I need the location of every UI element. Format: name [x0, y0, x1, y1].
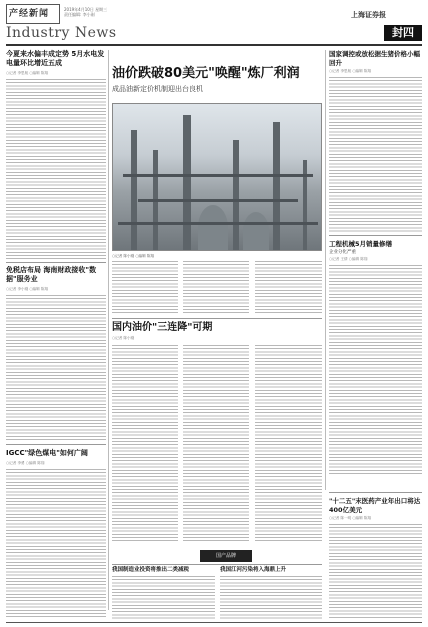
section-title-en: Industry News [6, 25, 117, 41]
byline-left-bottom: ○记者 李勇 ○编辑 陈翔 [6, 461, 45, 465]
body-center-col1 [112, 345, 178, 543]
issue-date: 2019年4月10日 星期三 [64, 7, 108, 12]
headline-bottom-left: 我国制造业投资将推出二类减税 [112, 567, 190, 573]
refinery-photo [112, 103, 322, 251]
photo-caption: ○记者 陈小刚 ○编辑 陈翔 [112, 254, 155, 258]
article-bottom-left [112, 567, 215, 620]
divider-bottom [112, 564, 322, 565]
headline-left-mid: 免税店布局 海南财政接收"数据"服务业 [6, 266, 97, 283]
divider-right-1 [329, 235, 422, 236]
article-left-mid [6, 266, 106, 440]
body-left-mid [6, 295, 106, 440]
article-left-bottom [6, 449, 106, 617]
body-bottom-left [112, 576, 215, 620]
byline-left-mid: ○记者 李小刚 ○编辑 陈翔 [6, 287, 49, 291]
body-right-bottom [329, 524, 422, 618]
body-right-mid [329, 265, 422, 475]
byline-right-top: ○记者 李思航 ○编辑 陈翔 [329, 69, 372, 73]
article-main [112, 66, 322, 94]
body-left-top [6, 79, 106, 261]
issue-meta [64, 7, 184, 17]
body-main-col2 [183, 261, 249, 313]
issue-editor: 责任编辑: 李小刚 [64, 12, 95, 17]
subhead-main: 成品油新定价机制迎出台良机 [112, 85, 203, 93]
masthead-rule [6, 44, 422, 46]
divider-left-2 [6, 444, 106, 445]
body-right-top [329, 77, 422, 232]
article-right-mid [329, 240, 422, 475]
column-divider-right [325, 50, 326, 490]
article-bottom-mid [220, 567, 322, 620]
headline-bottom-mid: 我国江河污染将入海鼎上升 [220, 567, 287, 573]
divider-right-2 [329, 492, 422, 493]
byline-right-bottom: ○记者 陈一明 ○编辑 陈翔 [329, 516, 372, 520]
subhead-right-mid: 企业分化严重 [329, 249, 356, 255]
headline-left-bottom: IGCC"绿色煤电"如何广阔 [6, 449, 88, 457]
byline-right-mid: ○记者 王倩 ○编辑 陈翔 [329, 256, 368, 261]
headline-right-top: 国家调控或放松据生猪价格小幅回升 [329, 50, 420, 67]
article-right-bottom [329, 497, 422, 618]
article-center-mid [112, 322, 322, 341]
headline-main: 油价跌破80美元"唤醒"炼厂利润 [112, 66, 300, 81]
body-center-col3 [255, 345, 322, 543]
byline-center-mid: ○记者 陈小刚 [112, 336, 135, 340]
page-label: 封四 [384, 25, 422, 41]
article-left-top [6, 50, 106, 261]
headline-left-top: 今夏来水偏丰成定势 5月水电发电量环比增近五成 [6, 50, 105, 67]
divider-left-1 [6, 262, 106, 263]
headline-right-bottom: "十二五"末医药产业年出口将达400亿美元 [329, 497, 421, 514]
page-foot-rule [6, 622, 422, 623]
ad-label: 国产品牌 [200, 550, 252, 562]
column-divider-left [108, 50, 109, 610]
byline-left-top: ○记者 李思航 ○编辑 陈翔 [6, 71, 49, 75]
section-title-cn: 产经新闻 [9, 9, 50, 19]
divider-center-1 [112, 318, 322, 319]
body-main-col1 [112, 261, 178, 313]
headline-center-mid: 国内油价"三连降"可期 [112, 322, 213, 333]
body-center-col2 [183, 345, 249, 543]
headline-right-mid: 工程机械5月销量修缮 [329, 240, 393, 248]
masthead [0, 0, 428, 44]
body-left-bottom [6, 469, 106, 617]
article-right-top [329, 50, 422, 232]
body-main-col3 [255, 261, 322, 313]
body-bottom-mid [220, 576, 322, 620]
newspaper-name: 上海证券报 [351, 10, 386, 19]
